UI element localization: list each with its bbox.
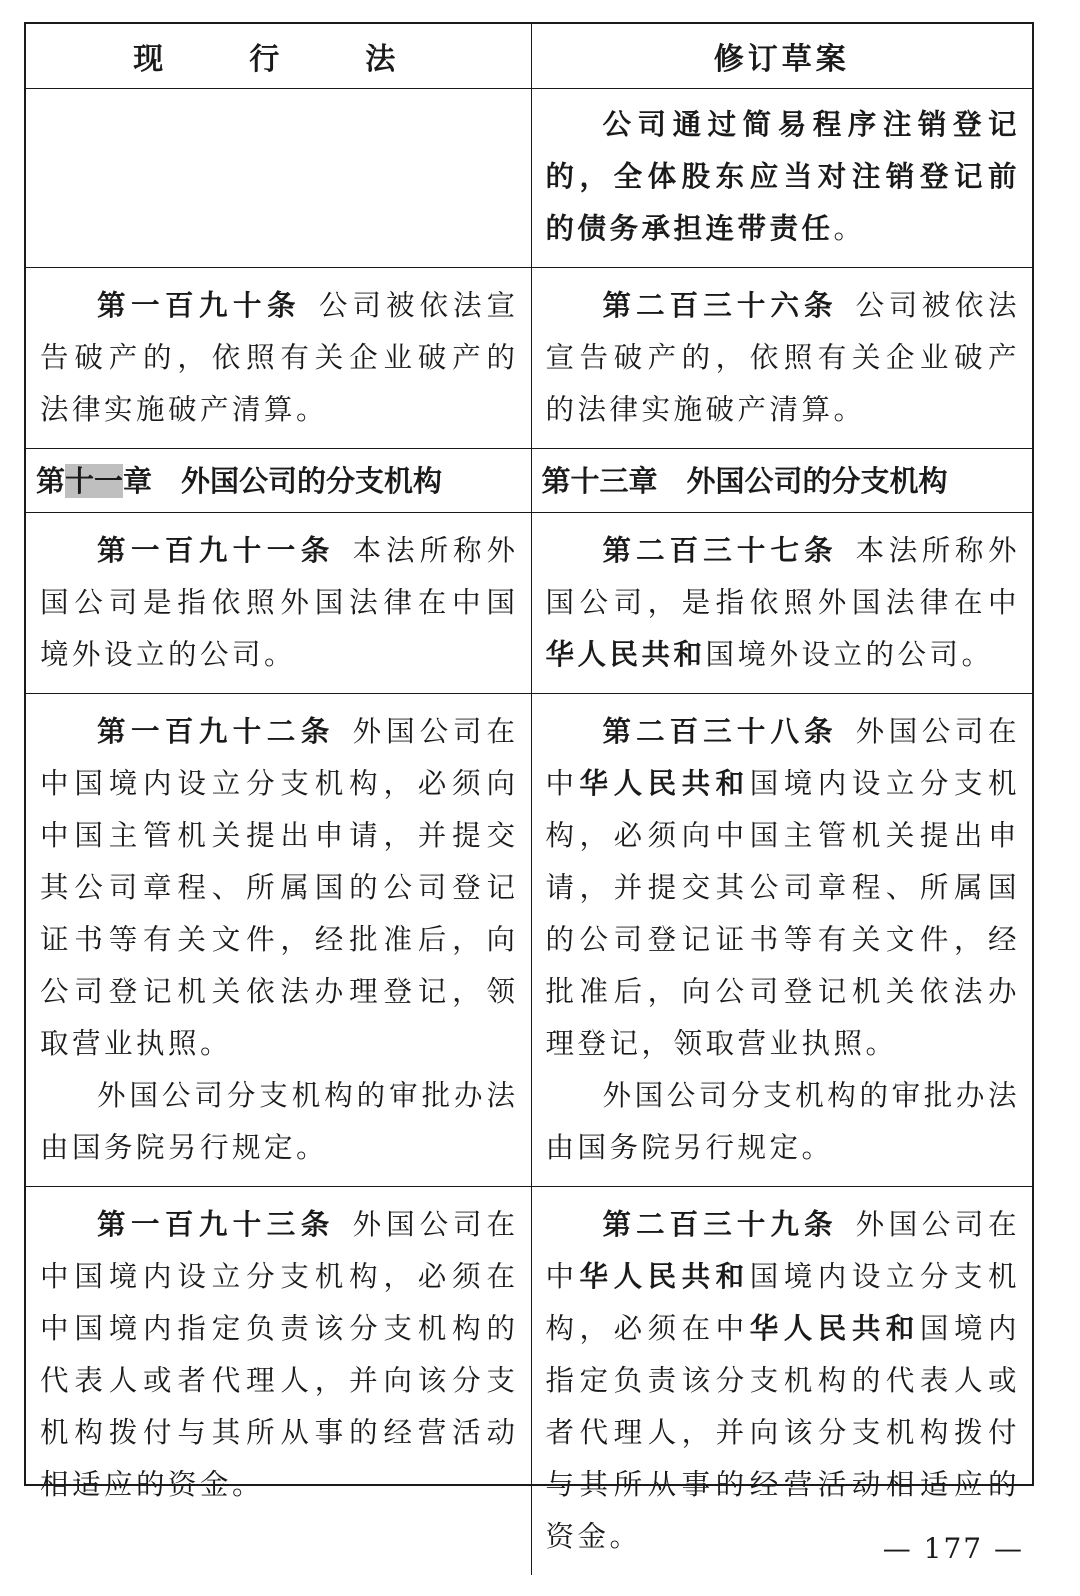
article-text: 本法所称外国公司是指依照外国法律在中国境外设立的公司。 [40, 534, 519, 671]
paragraph [40, 706, 519, 1070]
article-text: 外国公司在中 [545, 715, 1020, 800]
article-number: 第二百三十八条 [602, 715, 838, 748]
highlighted-text: 十一 [65, 463, 124, 498]
article-text: 国境外设立的公司。 [705, 638, 994, 671]
table-row [26, 1187, 1032, 1576]
paragraph [546, 99, 1021, 255]
article-text: 公司被依法宣告破产的，依照有关企业破产的法律实施破产清算。 [40, 289, 519, 426]
cell-right [531, 694, 1032, 1187]
paragraph [546, 525, 1021, 681]
cell-left [26, 268, 531, 449]
table-row [26, 513, 1032, 694]
page-number: — 177 — [882, 1532, 1024, 1565]
article-text: 国境内设立分支机构，必须向中国主管机关提出申请，并提交其公司章程、所属国的公司登记证书等有关文件，经批准后，向公司登记机关依法办理登记，领取营业执照。 [545, 767, 1020, 1060]
bold-text: 公司通过简易程序注销登记的，全体股东应当对注销登记前的债务承担连带责任 [545, 108, 1020, 245]
article-text: 外国公司在中国境内设立分支机构，必须向中国主管机关提出申请，并提交其公司章程、所属国的公司登记证书等有关文件，经批准后，向公司登记机关依法办理登记，领取营业执照。 [40, 715, 519, 1060]
article-number: 第二百三十六条 [602, 289, 838, 322]
article-number: 第一百九十一条 [97, 534, 335, 567]
article-number: 第二百三十七条 [602, 534, 838, 567]
article-number: 第一百九十条 [97, 289, 301, 322]
paragraph [546, 1199, 1021, 1563]
article-number: 第二百三十九条 [602, 1208, 838, 1241]
chapter-prefix: 第 [36, 463, 66, 498]
paragraph [40, 1199, 519, 1511]
paragraph [40, 525, 519, 681]
bold-amendment: 华人民共和 [749, 1312, 920, 1345]
paragraph [40, 280, 519, 436]
paragraph: 外国公司分支机构的审批办法由国务院另行规定。 [545, 1079, 1020, 1164]
cell-right [531, 89, 1032, 268]
cell-left [26, 1187, 531, 1576]
cell-right [531, 1187, 1032, 1576]
text: 。 [833, 212, 866, 245]
header-current-law: 现 行 法 [26, 24, 531, 89]
table-row [26, 694, 1032, 1187]
header-revision-draft: 修订草案 [531, 24, 1032, 89]
chapter-row [26, 449, 1032, 513]
cell-left [26, 694, 531, 1187]
bold-amendment: 华人民共和 [545, 638, 706, 671]
bold-amendment: 华人民共和 [579, 1260, 750, 1293]
article-text: 外国公司在中国境内设立分支机构，必须在中国境内指定负责该分支机构的代表人或者代理人，并向该分支机构拨付与其所从事的经营活动相适应的资金。 [40, 1208, 519, 1501]
cell-left-empty [26, 89, 531, 268]
chapter-title-right: 第十三章 外国公司的分支机构 [531, 449, 1032, 513]
cell-left [26, 513, 531, 694]
article-number: 第一百九十二条 [97, 715, 335, 748]
article-text: 本法所称外国公司，是指依照外国法律在中 [545, 534, 1020, 619]
paragraph [546, 706, 1021, 1070]
chapter-suffix: 章 外国公司的分支机构 [123, 463, 443, 498]
article-text: 公司被依法宣告破产的，依照有关企业破产的法律实施破产清算。 [545, 289, 1020, 426]
article-text: 外国公司在中 [545, 1208, 1020, 1293]
paragraph: 外国公司分支机构的审批办法由国务院另行规定。 [40, 1079, 519, 1164]
bold-amendment: 华人民共和 [579, 767, 750, 800]
table-row [26, 268, 1032, 449]
article-text: 国境内指定负责该分支机构的代表人或者代理人，并向该分支机构拨付与其所从事的经营活动相适应的资金。 [545, 1312, 1020, 1553]
cell-right [531, 513, 1032, 694]
article-number: 第一百九十三条 [97, 1208, 335, 1241]
table-header-row [26, 24, 1032, 89]
chapter-title-left [26, 449, 531, 513]
article-text: 国境内设立分支机构，必须在中 [545, 1260, 1020, 1345]
table-row [26, 89, 1032, 268]
paragraph [546, 280, 1021, 436]
cell-right [531, 268, 1032, 449]
comparison-table [26, 24, 1032, 1575]
